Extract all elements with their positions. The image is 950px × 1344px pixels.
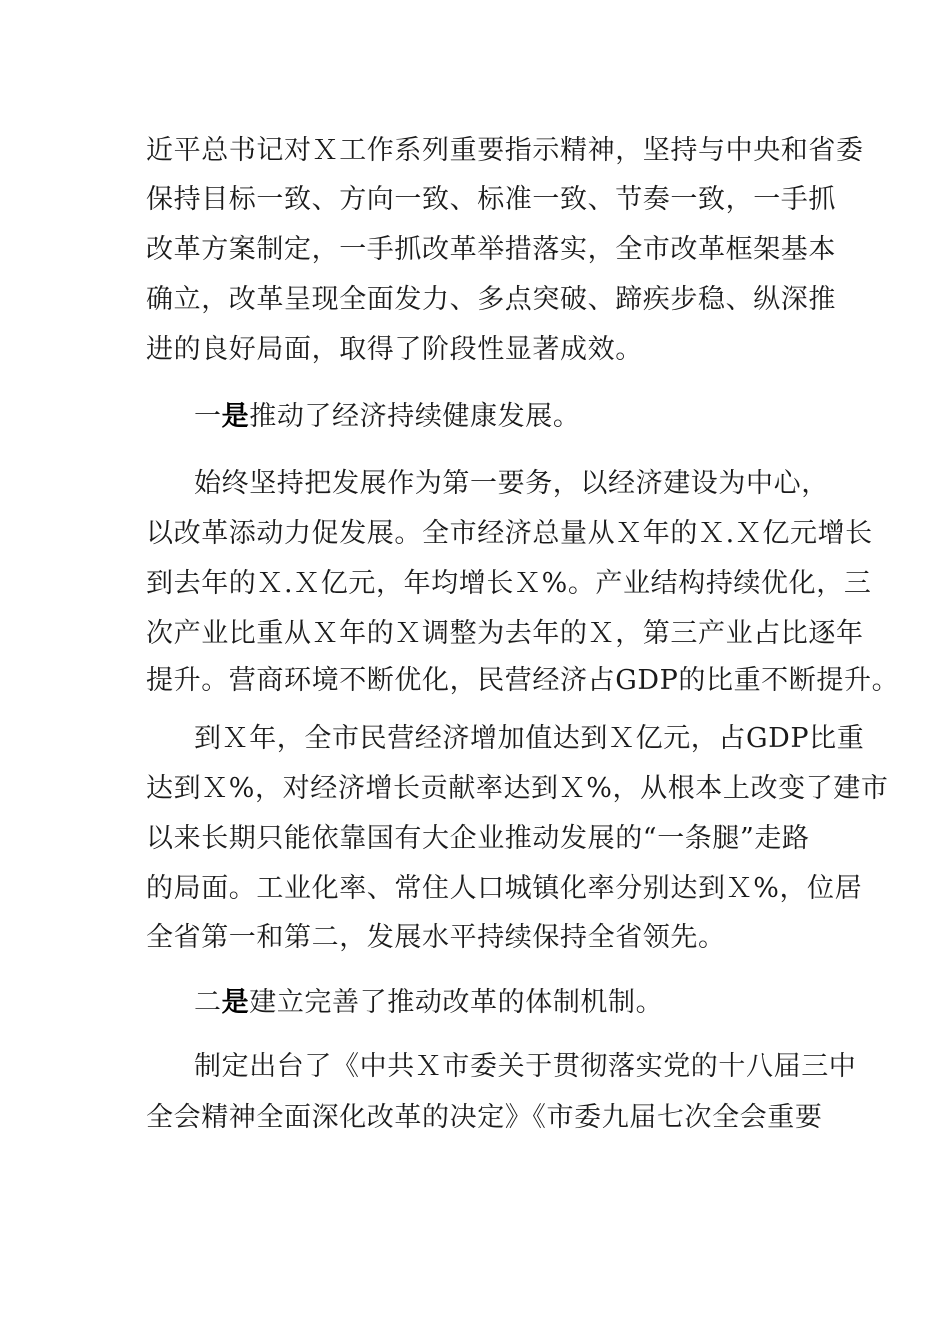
heading-1-bold: 是 xyxy=(221,401,250,432)
para1-line-1: 近平总书记对Ｘ工作系列重要指示精神，坚持与中央和省委 xyxy=(146,135,864,166)
section-heading-2 xyxy=(194,986,663,1020)
para3-line-2: 达到Ｘ%，对经济增长贡献率达到Ｘ%，从根本上改变了建市 xyxy=(146,773,889,804)
para2-line-4: 次产业比重从Ｘ年的Ｘ调整为去年的Ｘ，第三产业占比逐年 xyxy=(146,618,864,649)
para2-line-5: 提升。营商环境不断优化，民营经济占GDP的比重不断提升。 xyxy=(146,665,900,696)
para1-line-3: 改革方案制定，一手抓改革举措落实，全市改革框架基本 xyxy=(146,234,836,265)
heading-2-text: 建立完善了推动改革的体制机制。 xyxy=(249,987,664,1018)
para3-line-5: 全省第一和第二，发展水平持续保持全省领先。 xyxy=(146,922,726,953)
para4-line-2: 全会精神全面深化改革的决定》《市委九届七次全会重要 xyxy=(146,1102,823,1133)
heading-1-prefix: 一 xyxy=(194,401,222,432)
heading-2-prefix: 二 xyxy=(194,987,222,1018)
heading-1-text: 推动了经济持续健康发展。 xyxy=(249,401,581,432)
para3-line-3: 以来长期只能依靠国有大企业推动发展的“一条腿”走路 xyxy=(146,823,810,854)
para3-line-1: 到Ｘ年，全市民营经济增加值达到Ｘ亿元，占GDP比重 xyxy=(194,723,865,754)
para2-line-2: 以改革添动力促发展。全市经济总量从Ｘ年的Ｘ.Ｘ亿元增长 xyxy=(146,518,873,549)
para1-line-5: 进的良好局面，取得了阶段性显著成效。 xyxy=(146,334,643,365)
para2-line-1: 始终坚持把发展作为第一要务，以经济建设为中心， xyxy=(194,468,829,499)
para1-line-2: 保持目标一致、方向一致、标准一致、节奏一致，一手抓 xyxy=(146,184,836,215)
para2-line-3: 到去年的Ｘ.Ｘ亿元，年均增长Ｘ%。产业结构持续优化，三 xyxy=(146,568,872,599)
section-heading-1 xyxy=(194,400,580,434)
heading-2-bold: 是 xyxy=(221,987,250,1018)
para4-line-1: 制定出台了《中共Ｘ市委关于贯彻落实党的十八届三中 xyxy=(194,1051,857,1082)
para3-line-4: 的局面。工业化率、常住人口城镇化率分别达到Ｘ%，位居 xyxy=(146,873,863,904)
para1-line-4: 确立，改革呈现全面发力、多点突破、蹄疾步稳、纵深推 xyxy=(146,284,836,315)
